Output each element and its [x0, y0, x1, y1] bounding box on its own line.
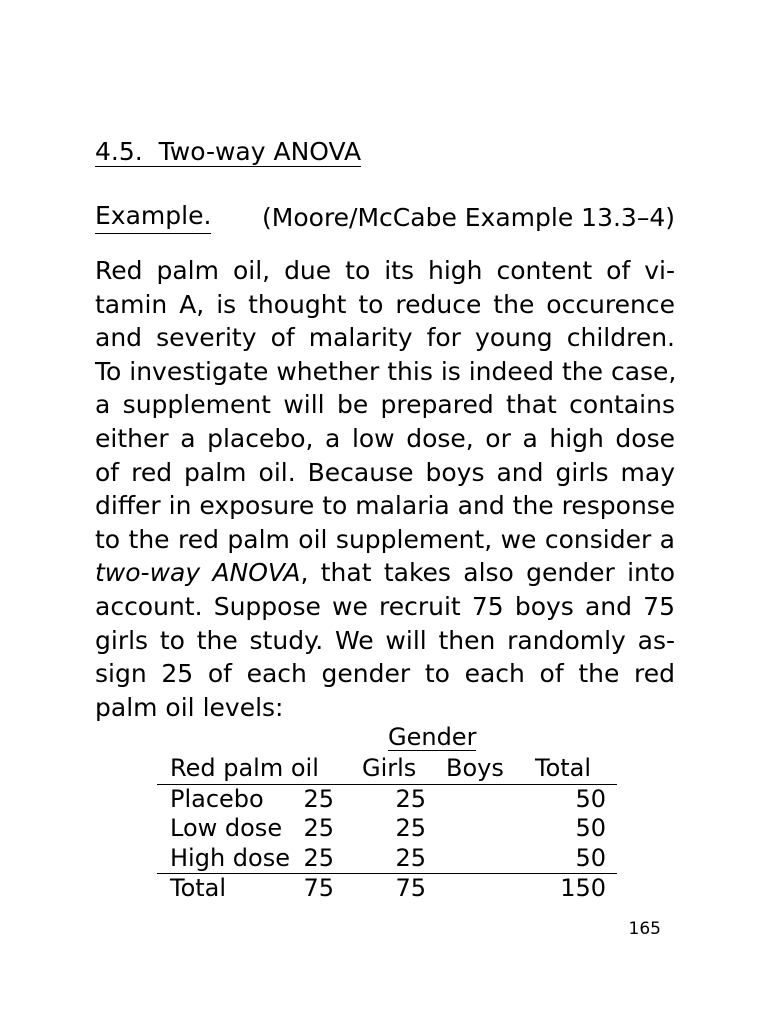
paragraph-line: Red palm oil, due to its high content of vi- — [95, 256, 675, 285]
body-paragraph — [95, 254, 675, 724]
gender-group-header: Gender — [388, 723, 477, 751]
design-table — [157, 724, 617, 904]
paragraph-line: palm oil levels: — [95, 692, 284, 722]
emphasis-two-way-anova: two-way ANOVA — [95, 558, 301, 588]
table-header-cell: Red palm oil — [170, 754, 319, 782]
example-label: Example. — [95, 202, 211, 234]
paragraph-line: either a placebo, a low dose, or a high dose — [95, 423, 675, 453]
paragraph-line: a supplement will be prepared that contains — [95, 390, 675, 420]
paragraph-line: to the red palm oil supplement, we consider a — [95, 524, 675, 554]
section-number: 4.5. — [95, 137, 143, 166]
table-cell: 25 — [395, 784, 426, 813]
paragraph-line: account. Suppose we recruit 75 boys and 75 — [95, 591, 675, 621]
table-cell: 50 — [575, 814, 606, 842]
table-cell: 75 — [395, 874, 426, 902]
document-page — [95, 0, 675, 1024]
table-group-header-row — [157, 724, 617, 754]
section-title: Two-way ANOVA — [158, 137, 362, 166]
example-reference: (Moore/McCabe Example 13.3–4) — [262, 203, 675, 232]
section-heading — [95, 136, 361, 168]
table-cell: 150 — [560, 874, 606, 902]
paragraph-line-emphasis — [95, 556, 675, 590]
table-cell: 25 — [303, 814, 334, 842]
table-cell: 75 — [303, 874, 334, 902]
table-total-row — [157, 874, 617, 904]
paragraph-line: girls to the study. We will then randomly as- — [95, 625, 675, 655]
table-header-cell: Boys — [446, 754, 504, 782]
table-cell: 50 — [575, 784, 606, 813]
table-header-cell: Girls — [362, 754, 417, 782]
table-row — [157, 844, 617, 874]
table-row — [157, 785, 617, 815]
table-cell: 25 — [395, 814, 426, 842]
table-cell: 25 — [303, 843, 334, 872]
paragraph-line: sign 25 of each gender to each of the red — [95, 659, 675, 689]
table-header-cell: Total — [535, 754, 592, 782]
emphasis-rest: , that takes also gender into — [300, 558, 676, 588]
table-cell: 25 — [303, 784, 334, 813]
paragraph-line: To investigate whether this is indeed the case, — [95, 356, 677, 386]
section-heading-underlined — [95, 138, 361, 167]
page-number: 165 — [628, 919, 661, 939]
table-cell: 25 — [395, 843, 426, 872]
table-header-row — [157, 754, 617, 784]
table-cell: Total — [170, 874, 227, 902]
paragraph-line: of red palm oil. Because boys and girls may — [95, 457, 675, 487]
table-row — [157, 814, 617, 844]
table-cell: Low dose — [170, 814, 283, 842]
example-heading — [95, 202, 675, 234]
paragraph-line: differ in exposure to malaria and the response — [95, 491, 676, 521]
paragraph-line: and severity of malarity for young children. — [95, 323, 675, 353]
table-cell: Placebo — [170, 784, 264, 813]
table-cell: 50 — [575, 843, 606, 872]
table-cell: High dose — [170, 843, 290, 872]
paragraph-line: tamin A, is thought to reduce the occurence — [95, 289, 675, 319]
